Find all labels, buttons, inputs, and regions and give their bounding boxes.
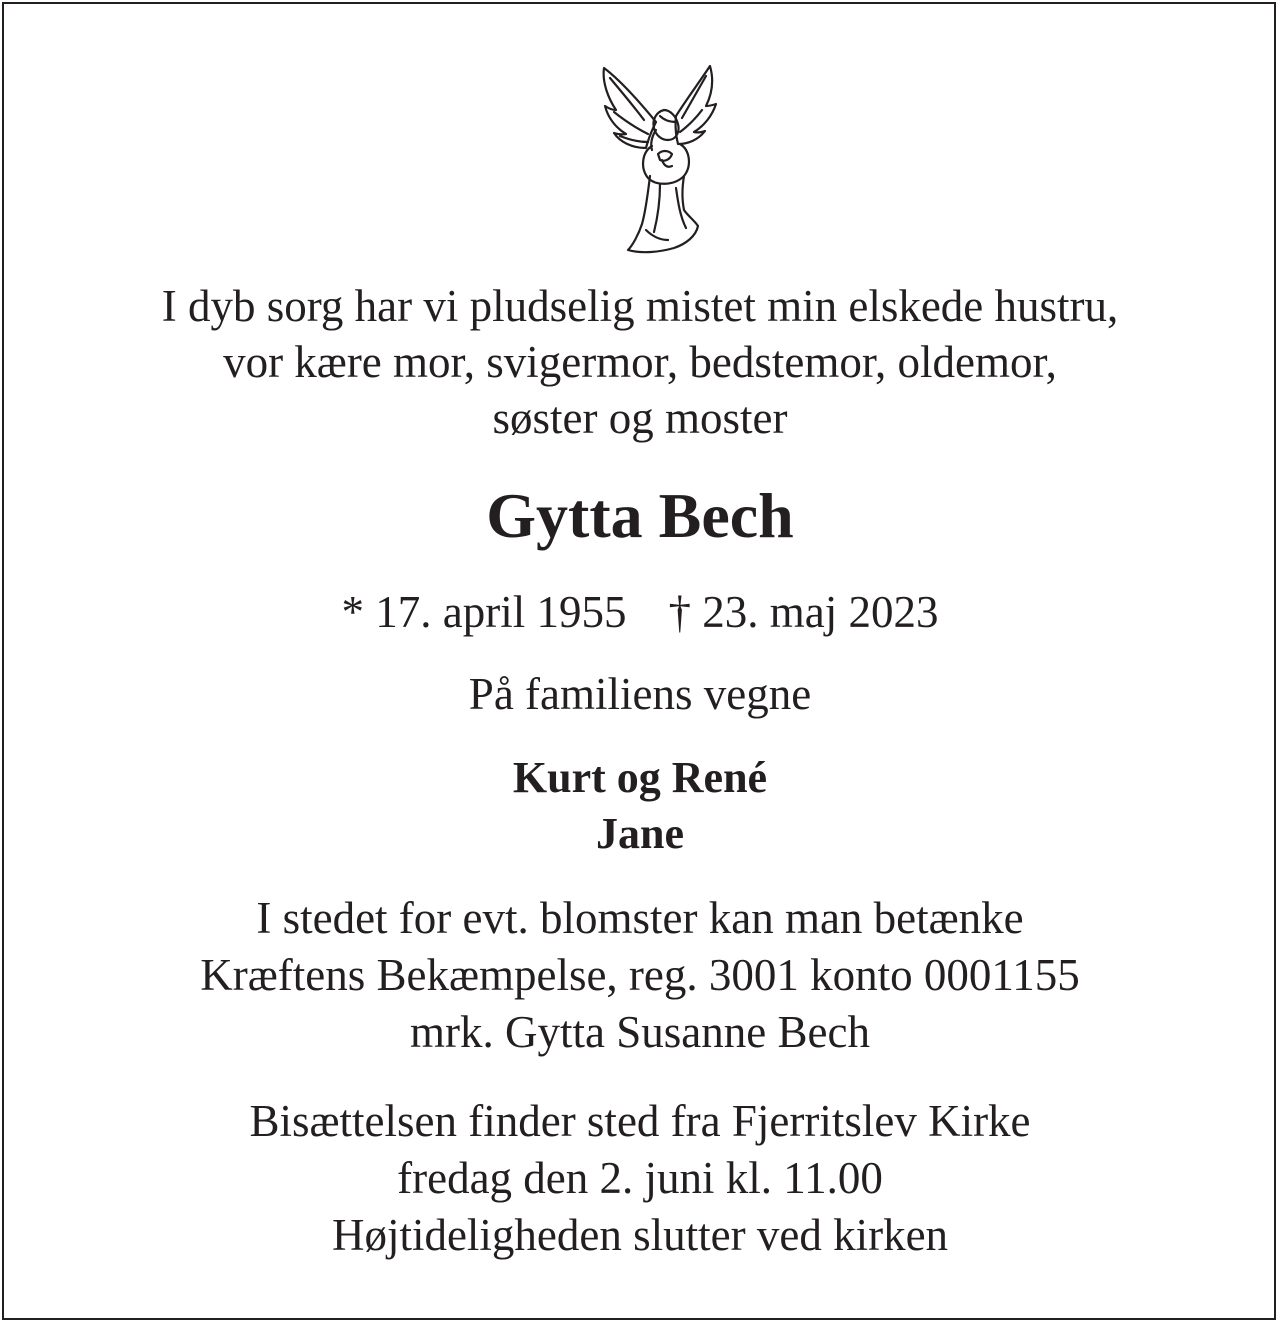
donation-text [0, 890, 1280, 1061]
death-date: † 23. maj 2023 [668, 587, 939, 637]
deceased-name: Gytta Bech [486, 480, 794, 551]
funeral-line: fredag den 2. juni kl. 11.00 [397, 1153, 883, 1203]
angel-icon [590, 60, 720, 256]
signers [0, 750, 1280, 862]
on-behalf-text: På familiens vegne [468, 669, 812, 719]
signer-line: Kurt og René [512, 753, 768, 802]
donation-line: Kræftens Bekæmpelse, reg. 3001 konto 0001155 [200, 950, 1080, 1000]
donation-line: mrk. Gytta Susanne Bech [410, 1007, 870, 1057]
funeral-text [0, 1093, 1280, 1264]
funeral-line: Bisættelsen finder sted fra Fjerritslev Kirke [249, 1096, 1031, 1146]
intro-line: I dyb sorg har vi pludselig mistet min elskede hustru, [161, 281, 1119, 331]
funeral-line: Højtideligheden slutter ved kirken [331, 1210, 949, 1260]
intro-line: søster og moster [492, 393, 788, 443]
life-dates [0, 583, 1280, 641]
birth-date: * 17. april 1955 [341, 587, 627, 637]
intro-line: vor kære mor, svigermor, bedstemor, oldemor, [223, 337, 1057, 387]
donation-line: I stedet for evt. blomster kan man betænke [256, 893, 1024, 943]
signer-line: Jane [596, 809, 684, 858]
intro-text [0, 278, 1280, 446]
